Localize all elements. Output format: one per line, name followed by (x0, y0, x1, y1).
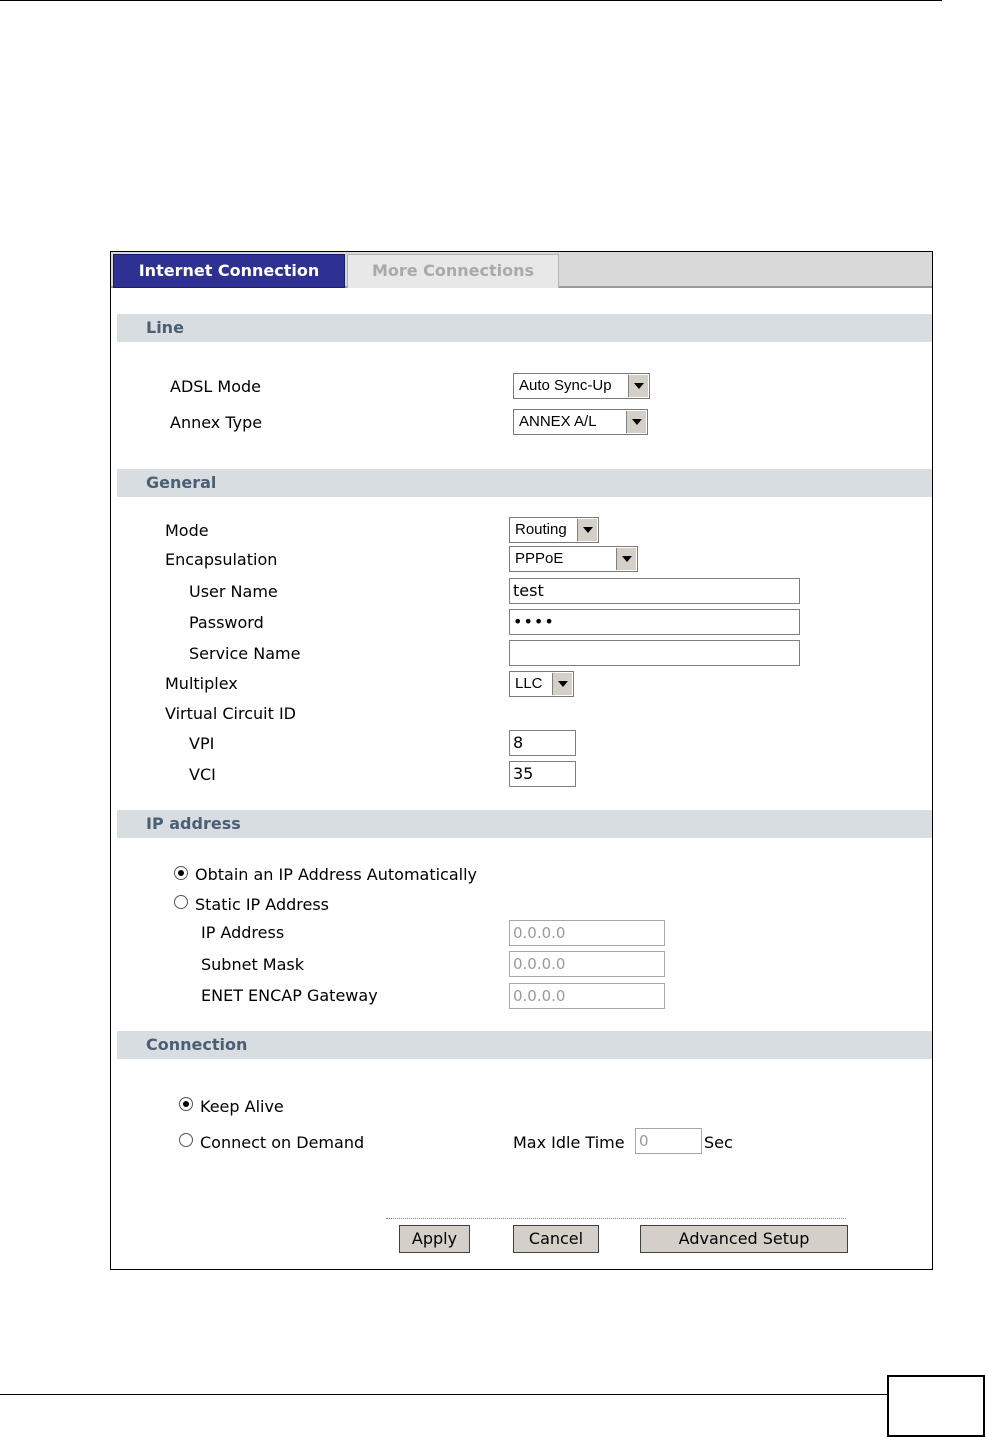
page-top-rule (0, 0, 942, 1)
password-input[interactable]: •••• (509, 609, 800, 635)
service-name-input[interactable] (509, 640, 800, 666)
keep-alive-label: Keep Alive (200, 1097, 284, 1116)
chevron-down-icon (577, 519, 597, 541)
ip-address-input[interactable]: 0.0.0.0 (509, 920, 665, 946)
static-ip-radio[interactable] (174, 895, 188, 909)
tab-bar (111, 252, 932, 288)
encapsulation-select[interactable] (509, 546, 638, 572)
mode-value: Routing (515, 521, 567, 538)
vpi-label: VPI (189, 734, 215, 753)
tab-more-connections[interactable]: More Connections (347, 254, 559, 288)
adsl-mode-select[interactable] (513, 373, 650, 399)
multiplex-label: Multiplex (165, 674, 238, 693)
ip-address-label: IP Address (201, 923, 285, 942)
chevron-down-icon (552, 673, 572, 695)
annex-type-label: Annex Type (170, 413, 263, 432)
user-name-input[interactable]: test (509, 578, 800, 604)
connect-on-demand-label: Connect on Demand (200, 1133, 365, 1152)
config-panel (110, 251, 933, 1270)
cancel-button[interactable]: Cancel (513, 1225, 599, 1253)
subnet-mask-label: Subnet Mask (201, 955, 305, 974)
encapsulation-label: Encapsulation (165, 550, 278, 569)
annex-type-select[interactable] (513, 409, 648, 435)
static-ip-label: Static IP Address (195, 895, 330, 914)
gateway-label: ENET ENCAP Gateway (201, 986, 378, 1005)
chevron-down-icon (628, 375, 648, 397)
tab-internet-connection[interactable]: Internet Connection (113, 254, 345, 288)
page-bottom-rule (0, 1394, 888, 1395)
multiplex-value: LLC (515, 675, 543, 692)
obtain-ip-auto-radio[interactable] (174, 866, 188, 880)
service-name-label: Service Name (189, 644, 301, 663)
mode-label: Mode (165, 521, 209, 540)
chevron-down-icon (626, 411, 646, 433)
advanced-setup-button[interactable]: Advanced Setup (640, 1225, 848, 1253)
vci-input[interactable]: 35 (509, 761, 576, 787)
page-number-box (887, 1375, 985, 1437)
vpi-input[interactable]: 8 (509, 730, 576, 756)
mode-select[interactable] (509, 517, 599, 543)
gateway-input[interactable]: 0.0.0.0 (509, 983, 665, 1009)
apply-button[interactable]: Apply (399, 1225, 470, 1253)
multiplex-select[interactable] (509, 671, 574, 697)
section-connection-header: Connection (117, 1031, 932, 1059)
sec-label: Sec (704, 1133, 733, 1152)
adsl-mode-label: ADSL Mode (170, 377, 262, 396)
max-idle-time-input[interactable]: 0 (635, 1128, 702, 1154)
button-divider (386, 1218, 846, 1219)
virtual-circuit-id-label: Virtual Circuit ID (165, 704, 296, 723)
obtain-ip-auto-label: Obtain an IP Address Automatically (195, 865, 478, 884)
encapsulation-value: PPPoE (515, 550, 564, 567)
vci-label: VCI (189, 765, 216, 784)
connect-on-demand-radio[interactable] (179, 1133, 193, 1147)
password-label: Password (189, 613, 264, 632)
section-ip-address-header: IP address (117, 810, 932, 838)
adsl-mode-value: Auto Sync-Up (519, 377, 612, 394)
section-general-header: General (117, 469, 932, 497)
chevron-down-icon (616, 548, 636, 570)
user-name-label: User Name (189, 582, 278, 601)
subnet-mask-input[interactable]: 0.0.0.0 (509, 951, 665, 977)
keep-alive-radio[interactable] (179, 1097, 193, 1111)
annex-type-value: ANNEX A/L (519, 413, 597, 430)
max-idle-time-label: Max Idle Time (513, 1133, 625, 1152)
section-line-header: Line (117, 314, 932, 342)
